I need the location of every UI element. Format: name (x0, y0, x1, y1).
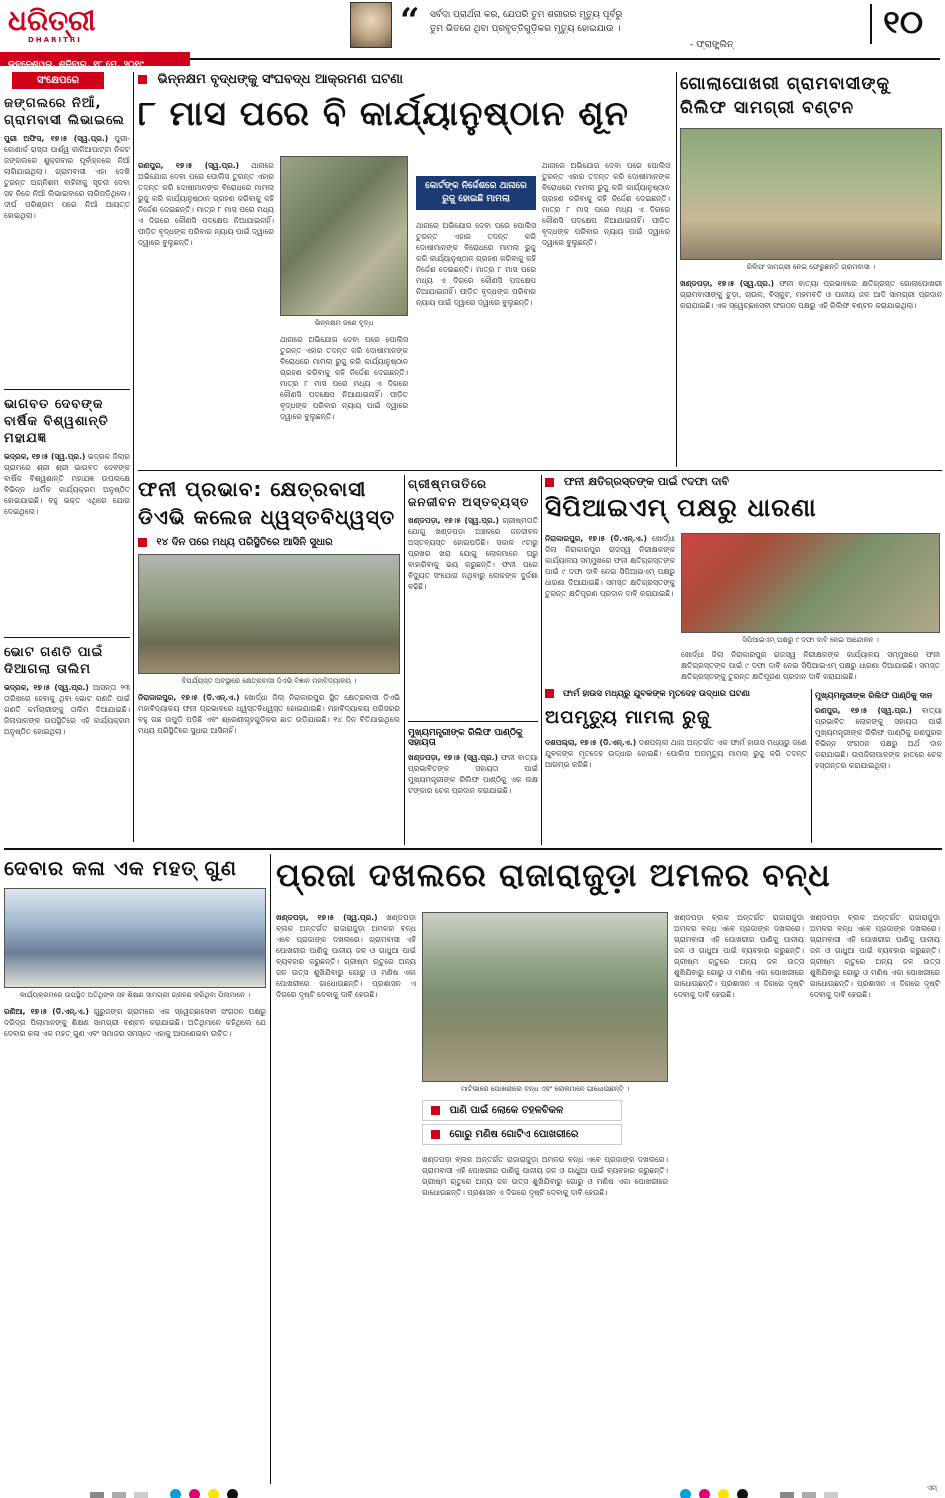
registration-marks-left (90, 1486, 151, 1498)
brief-divider-2 (4, 637, 130, 638)
quote-text-line2: ତୁମ ଭିତରେ ଥିବା ପ୍ରବୃତ୍ତିଗୁଡ଼ିକର ମୃତ୍ୟୁ ହୋଇଯାଉ । (430, 24, 621, 34)
page-number: ୧୦ (883, 3, 923, 41)
story4-sub-dateline: ଖଣ୍ଡପଡ଼ା, ୧୭।୫ (ସ୍ୱ.ପ୍ର.) (408, 753, 498, 762)
story1 (138, 72, 672, 467)
story7-box1-text: ପାଣି ପାଇଁ ଲୋକେ ତହଳବିକଳ (449, 1105, 564, 1116)
story1-kicker-row (138, 72, 672, 87)
story2-column-rule (676, 72, 677, 467)
gray-swatch-4 (780, 1492, 794, 1498)
story3-photo (138, 554, 400, 674)
story5-kicker: ଫନୀ କ୍ଷତିଗ୍ରସ୍ତଙ୍କ ପାଇଁ ୯ଦଫା ଦାବି (563, 475, 730, 488)
story5-sub-kicker: ଫାର୍ମ ହାଉସ ମଧ୍ୟରୁ ଯୁବକଙ୍କ ମୃତଦେହ ଉଦ୍ଧାର ଘଟଣା (562, 689, 750, 699)
story5-photo-caption: ସିପିଆଇଏମ୍ ପକ୍ଷରୁ ୯ ଦଫା ଦାବି ନେଇ ଆନ୍ଦୋଳନ । (742, 636, 879, 644)
story5-text: ଖୋର୍ଦ୍ଧା ଜିଲା ନିରାକାରପୁର ରାଜସ୍ୱ ନିରୀକ୍ଷକଙ୍କ କାର୍ଯ୍ୟାଳୟ ସମ୍ମୁଖରେ ଫନୀ କ୍ଷତିଗ୍ରସ୍ତଙ୍କ ପାଇଁ ୯ ଦଫା ଦାବି ନେଇ ସିପିଆଇଏମ୍ ପକ୍ଷରୁ ଧାରଣା ଦିଆଯାଇଛି। ସମସ୍ତ କ୍ଷତିଗ୍ରସ୍ତଙ୍କୁ ତୁରନ୍ତ କ୍ଷତିପୂରଣ ପ୍ରଦାନ ଦାବି କରାଯାଇଛି। (545, 534, 675, 598)
brief-item3-dateline: ଭଦ୍ରକ, ୧୭।୫ (ସ୍ୱ.ପ୍ର.) (4, 683, 89, 692)
row1-divider (138, 470, 942, 471)
story7-text-cont3: ଖଣ୍ଡପଡ଼ା ବ୍ଲକ ଅନ୍ତର୍ଗତ ରାଜାରାଜୁଡ଼ା ଅମଳର ବନ୍ଧ ଏବେ ପ୍ରଜାଙ୍କ ଦଖଲରେ। ଗ୍ରାମବାସୀ ଏହି ପୋଖରୀର ପାଣିକୁ ପାନୀୟ ଜଳ ଓ ଗାଧୁଆ ପାଇଁ ବ୍ୟବହାର କରୁଛନ୍ତି। ଗ୍ରୀଷ୍ମ ଋତୁରେ ଅନ୍ୟ ଜଳ ଉତ୍ସ ଶୁଖିଯିବାରୁ ଗୋରୁ ଓ ମଣିଷ ଏକା ପୋଖରୀରେ ଗାଧୋଉଛନ୍ତି। ପ୍ରଶାସନ ଏ ଦିଗରେ ଦୃଷ୍ଟି ଦେବାକୁ ଦାବି ହେଉଛି। (810, 913, 940, 999)
story7-text-cont2: ଖଣ୍ଡପଡ଼ା ବ୍ଲକ ଅନ୍ତର୍ଗତ ରାଜାରାଜୁଡ଼ା ଅମଳର ବନ୍ଧ ଏବେ ପ୍ରଜାଙ୍କ ଦଖଲରେ। ଗ୍ରାମବାସୀ ଏହି ପୋଖରୀର ପାଣିକୁ ପାନୀୟ ଜଳ ଓ ଗାଧୁଆ ପାଇଁ ବ୍ୟବହାର କରୁଛନ୍ତି। ଗ୍ରୀଷ୍ମ ଋତୁରେ ଅନ୍ୟ ଜଳ ଉତ୍ସ ଶୁଖିଯିବାରୁ ଗୋରୁ ଓ ମଣିଷ ଏକା ପୋଖରୀରେ ଗାଧୋଉଛନ୍ତି। ପ୍ରଶାସନ ଏ ଦିଗରେ ଦୃଷ୍ଟି ଦେବାକୁ ଦାବି ହେଉଛି। (674, 913, 804, 999)
story2-text: ଫନୀ ବାତ୍ୟା ପ୍ରଭାବରେ କ୍ଷତିଗ୍ରସ୍ତ ଗୋଲାପୋଖରୀ ଗ୍ରାମବାସୀଙ୍କୁ ଚୁଡ଼ା, ଚାଉଳ, ବିସ୍କୁଟ, ମହମବତି ଓ ପାନୀୟ ଜଳ ଆଦି ସାମଗ୍ରୀ ପ୍ରଦାନ କରାଯାଇଛି। ଏକ ସ୍ୱେଚ୍ଛାସେବୀ ସଂଗଠନ ପକ୍ଷରୁ ଏହି ରିଲିଫ ବଣ୍ଟନ କରାଯାଇଥିଲା। (680, 279, 942, 310)
story4-sub-text: ଫନୀ ବାତ୍ୟା ପ୍ରଭାବିତଙ୍କ ସହାୟତା ପାଇଁ ମୁଖ୍ୟମନ୍ତ୍ରୀଙ୍କ ରିଲିଫ ପାଣ୍ଠିକୁ ଏକ ଲକ୍ଷ ଟଙ୍କାର ଚେକ ପ୍ରଦାନ କରାଯାଇଛି। (408, 753, 538, 795)
story5-sub-dateline: ଦଶପଲ୍ଲା, ୧୭।୫ (ଡି.ଏନ୍.ଏ.) (545, 738, 637, 747)
story2 (680, 72, 942, 467)
cyan-dot (170, 1489, 181, 1498)
brief-label: ସଂକ୍ଷେପରେ (12, 72, 104, 89)
story3-bullet-icon (138, 538, 147, 547)
story5-bullet-icon (545, 478, 554, 487)
masthead-logo (8, 6, 98, 46)
page-number-divider (870, 4, 872, 44)
story5-sub-body (545, 737, 807, 841)
quote-portrait (350, 2, 392, 48)
story1-text-cont2: ଥାନାରେ ଅଭିଯୋଗ ଦେବା ପରେ ପୋଲିସ ତୁରନ୍ତ ଏହାର ତଦନ୍ତ କରି ଦୋଷୀମାନଙ୍କ ବିରୋଧରେ ମାମଲା ରୁଜୁ କରି କାର୍ଯ୍ୟାନୁଷ୍ଠାନ ଗ୍ରହଣ କରିବାକୁ କହି ନିର୍ଦ୍ଦେଶ ଦେଇଛନ୍ତି। ମାତ୍ର ୮ ମାସ ପରେ ମଧ୍ୟ ଏ ଦିଗରେ କୌଣସି ପଦକ୍ଷେପ ନିଆଯାଇନାହିଁ। ପୀଡ଼ିତ ବୃଦ୍ଧଙ୍କ ପରିବାର ନ୍ୟାୟ ପାଇଁ ଦ୍ୱାରେ ଦ୍ୱାରେ ବୁଲୁଛନ୍ତି। (416, 221, 536, 307)
story1-text: ଥାନାରେ ଅଭିଯୋଗ ଦେବା ପରେ ପୋଲିସ ତୁରନ୍ତ ଏହାର ତଦନ୍ତ କରି ଦୋଷୀମାନଙ୍କ ବିରୋଧରେ ମାମଲା ରୁଜୁ କରି କାର୍ଯ୍ୟାନୁଷ୍ଠାନ ଗ୍ରହଣ କରିବାକୁ କହି ନିର୍ଦ୍ଦେଶ ଦେଇଛନ୍ତି। ମାତ୍ର ୮ ମାସ ପରେ ମଧ୍ୟ ଏ ଦିଗରେ କୌଣସି ପଦକ୍ଷେପ ନିଆଯାଇନାହିଁ। ପୀଡ଼ିତ ବୃଦ୍ଧଙ୍କ ପରିବାର ନ୍ୟାୟ ପାଇଁ ଦ୍ୱାରେ ଦ୍ୱାରେ ବୁଲୁଛନ୍ତି। (138, 161, 274, 247)
story2-photo (680, 128, 942, 260)
registration-marks-center-left (170, 1485, 241, 1498)
story7-photo-caption: ମାଟିଭାରେ ପୋଖରୀରେ ବନ୍ଧ ଏବଂ ଲୋକମାନେ ଗାଧୋଉଛନ୍ତି । (460, 1085, 630, 1093)
gray-swatch-2 (112, 1492, 126, 1498)
story2-dateline: ଖଣ୍ଡପଡ଼ା, ୧୭।୫ (ସ୍ୱ.ପ୍ର.) (680, 279, 775, 288)
story1-headline: ୮ ମାସ ପରେ ବି କାର୍ଯ୍ୟାନୁଷ୍ଠାନ ଶୂନ (138, 94, 629, 134)
story7-box1 (422, 1100, 622, 1121)
footer-code: ଏମ୍ (926, 1484, 937, 1492)
story7-photo (422, 912, 668, 1082)
story7-col4 (810, 912, 940, 1472)
story6-headline: ଦେବାର କଳା ଏକ ମହତ୍ ଗୁଣ (4, 856, 237, 880)
story5-side-body (815, 705, 942, 841)
story4 (408, 475, 538, 845)
story3 (138, 475, 400, 845)
story7 (276, 854, 942, 1484)
story2-headline: ଗୋଲାପୋଖରୀ ଗ୍ରାମବାସୀଙ୍କୁ ରିଲିଫ ସାମଗ୍ରୀ ବଣ୍ଟନ (680, 74, 891, 118)
story7-text-cont: ଖଣ୍ଡପଡ଼ା ବ୍ଲକ ଅନ୍ତର୍ଗତ ରାଜାରାଜୁଡ଼ା ଅମଳର ବନ୍ଧ ଏବେ ପ୍ରଜାଙ୍କ ଦଖଲରେ। ଗ୍ରାମବାସୀ ଏହି ପୋଖରୀର ପାଣିକୁ ପାନୀୟ ଜଳ ଓ ଗାଧୁଆ ପାଇଁ ବ୍ୟବହାର କରୁଛନ୍ତି। ଗ୍ରୀଷ୍ମ ଋତୁରେ ଅନ୍ୟ ଜଳ ଉତ୍ସ ଶୁଖିଯିବାରୁ ଗୋରୁ ଓ ମଣିଷ ଏକା ପୋଖରୀରେ ଗାଧୋଉଛନ୍ତି। ପ୍ରଶାସନ ଏ ଦିଗରେ ଦୃଷ୍ଟି ଦେବାକୁ ଦାବି ହେଉଛି। (422, 1155, 668, 1197)
story6-photo-caption: କାର୍ଯ୍ୟକ୍ରମରେ ଉପସ୍ଥିତ ଅତିଥିଙ୍କ ସହ ଶିକ୍ଷଣ ସାମଗ୍ରୀ ଗ୍ରହଣ କରିଥିବା ପିଲାମାନେ । (19, 991, 251, 999)
story6-text: ଗୁରୁଜଙ୍ଗ ଗ୍ରାମରେ ଏକ ସ୍ୱେଚ୍ଛାସେବୀ ସଂଗଠନ ପକ୍ଷରୁ ଦରିଦ୍ର ପିଲାମାନଙ୍କୁ ଶିକ୍ଷଣ ସାମଗ୍ରୀ ବଣ୍ଟନ କରାଯାଇଛି। ଅତିଥିମାନେ କହିଥିଲେ ଯେ ଦେବାର କଳା ଏକ ମହତ୍ ଗୁଣ ଏବଂ ସମାଜର ସମସ୍ତେ ଏହାକୁ ଆପଣେଇବା ଉଚିତ। (4, 1007, 266, 1038)
story7-col1 (276, 912, 416, 1472)
story5 (545, 475, 942, 845)
date-bar (0, 52, 190, 70)
story5-side-dateline: ରଣପୁର, ୧୭।୫ (ସ୍ୱ.ପ୍ର.) (815, 706, 912, 715)
brief-item2-title: ଭାଗବତ ଦେବଙ୍କ ବାର୍ଷିକ ବିଶ୍ୱଶାନ୍ତି ମହାଯଜ୍ଞ (4, 397, 109, 446)
story3-body (138, 692, 400, 842)
story3-column-rule (404, 475, 405, 845)
story7-headline: ପ୍ରଜା ଦଖଲରେ ରାଜାରାଜୁଡ଼ା ଅମଳର ବନ୍ଧ (276, 856, 831, 894)
registration-marks-center-right (680, 1485, 751, 1498)
brief-item3-text: ଆସନ୍ତା ୨୩ ତାରିଖରେ ହେବାକୁ ଥିବା ଭୋଟ ଗଣତି ପାଇଁ ଗଣତି କର୍ମଚାରୀଙ୍କୁ ତାଲିମ ଦିଆଯାଇଛି। ଜିଲାପାଳଙ୍କ ଉପସ୍ଥିତିରେ ଏହି କାର୍ଯ୍ୟକ୍ରମ ଅନୁଷ୍ଠିତ ହୋଇଥିଲା। (4, 683, 130, 736)
story1-text-cont3: ଥାନାରେ ଅଭିଯୋଗ ଦେବା ପରେ ପୋଲିସ ତୁରନ୍ତ ଏହାର ତଦନ୍ତ କରି ଦୋଷୀମାନଙ୍କ ବିରୋଧରେ ମାମଲା ରୁଜୁ କରି କାର୍ଯ୍ୟାନୁଷ୍ଠାନ ଗ୍ରହଣ କରିବାକୁ କହି ନିର୍ଦ୍ଦେଶ ଦେଇଛନ୍ତି। ମାତ୍ର ୮ ମାସ ପରେ ମଧ୍ୟ ଏ ଦିଗରେ କୌଣସି ପଦକ୍ଷେପ ନିଆଯାଇନାହିଁ। ପୀଡ଼ିତ ବୃଦ୍ଧଙ୍କ ପରିବାର ନ୍ୟାୟ ପାଇଁ ଦ୍ୱାରେ ଦ୍ୱାରେ ବୁଲୁଛନ୍ତି। (542, 161, 670, 247)
story4-column-rule (541, 475, 542, 845)
brief-item2-body (4, 451, 130, 631)
story5-photo (681, 533, 940, 633)
story7-box2 (422, 1124, 622, 1145)
story1-col4 (542, 160, 670, 460)
story1-col1 (138, 160, 274, 460)
quote-author: - ଫ୍ରାଙ୍କ୍ଲିନ୍ (690, 40, 734, 50)
yellow-dot-2 (718, 1489, 729, 1498)
story1-col2 (280, 334, 408, 460)
story3-subhead-row (138, 537, 400, 548)
registration-marks-right (780, 1486, 841, 1498)
story7-text: ଖଣ୍ଡପଡ଼ା ବ୍ଲକ ଅନ୍ତର୍ଗତ ରାଜାରାଜୁଡ଼ା ଅମଳର ବନ୍ଧ ଏବେ ପ୍ରଜାଙ୍କ ଦଖଲରେ। ଗ୍ରାମବାସୀ ଏହି ପୋଖରୀର ପାଣିକୁ ପାନୀୟ ଜଳ ଓ ଗାଧୁଆ ପାଇଁ ବ୍ୟବହାର କରୁଛନ୍ତି। ଗ୍ରୀଷ୍ମ ଋତୁରେ ଅନ୍ୟ ଜଳ ଉତ୍ସ ଶୁଖିଯିବାରୁ ଗୋରୁ ଓ ମଣିଷ ଏକା ପୋଖରୀରେ ଗାଧୋଉଛନ୍ତି। ପ୍ରଶାସନ ଏ ଦିଗରେ ଦୃଷ୍ଟି ଦେବାକୁ ଦାବି ହେଉଛି। (276, 913, 416, 999)
brief-item2-dateline: ଭଦ୍ରକ, ୧୭।୫ (ସ୍ୱ.ପ୍ର.) (4, 452, 86, 461)
gray-swatch-6 (824, 1492, 838, 1498)
brief-divider-1 (4, 389, 130, 390)
brief-item3-body (4, 682, 130, 882)
story5-sub-headline: ଅପମୃତ୍ୟୁ ମାମଲା ରୁଜୁ (545, 707, 711, 728)
gray-swatch-3 (134, 1492, 148, 1498)
brief-item1-body (4, 133, 130, 383)
story5-sub-kicker-row (545, 689, 807, 699)
story4-dateline: ଖଣ୍ଡପଡ଼ା, ୧୭।୫ (ସ୍ୱ.ପ୍ର.) (408, 516, 499, 525)
cyan-dot-2 (680, 1489, 691, 1498)
story1-text-cont: ଥାନାରେ ଅଭିଯୋଗ ଦେବା ପରେ ପୋଲିସ ତୁରନ୍ତ ଏହାର ତଦନ୍ତ କରି ଦୋଷୀମାନଙ୍କ ବିରୋଧରେ ମାମଲା ରୁଜୁ କରି କାର୍ଯ୍ୟାନୁଷ୍ଠାନ ଗ୍ରହଣ କରିବାକୁ କହି ନିର୍ଦ୍ଦେଶ ଦେଇଛନ୍ତି। ମାତ୍ର ୮ ମାସ ପରେ ମଧ୍ୟ ଏ ଦିଗରେ କୌଣସି ପଦକ୍ଷେପ ନିଆଯାଇନାହିଁ। ପୀଡ଼ିତ ବୃଦ୍ଧଙ୍କ ପରିବାର ନ୍ୟାୟ ପାଇଁ ଦ୍ୱାରେ ଦ୍ୱାରେ ବୁଲୁଛନ୍ତି। (280, 335, 408, 421)
city-date: ଭୁବନେଶ୍ୱର, ଶନିବାର, ୧୮ ମେ, ୨୦୧୯ (8, 60, 144, 70)
masthead (0, 0, 945, 70)
row2-divider (4, 848, 942, 850)
masthead-underline (190, 58, 940, 60)
story5-col2 (681, 649, 940, 689)
story4-text: ଗ୍ରୀଷ୍ମତାତି ଯୋଗୁ ଖଣ୍ଡପଡ଼ା ଅଞ୍ଚଳରେ ଜନଜୀବନ ଅସ୍ତବ୍ୟସ୍ତ ହୋଇପଡ଼ିଛି। ସକାଳ ୯ଟାରୁ ପ୍ରଖର ଖରା ଯୋଗୁ ଲୋକମାନେ ଘରୁ ବାହାରିବାକୁ ଭୟ କରୁଛନ୍ତି। ଫନୀ ପରେ ବିଦ୍ୟୁତ ସଂଯୋଗ ନଥିବାରୁ ଲୋକଙ୍କ ଦୁର୍ଦ୍ଦଶା ବଢ଼ିଛି। (408, 516, 538, 591)
brief-item3-title: ଭୋଟ ଗଣତି ପାଇଁ ଦିଆଗଲା ତାଲିମ (4, 645, 104, 677)
brief-item1-title: ଜଙ୍ଗଲରେ ନିଆଁ, ଗ୍ରାମବାସୀ ଲିଭାଇଲେ (4, 96, 125, 128)
gray-swatch-5 (802, 1492, 816, 1498)
story1-dateline: ରଣପୁର, ୧୭।୫ (ସ୍ୱ.ପ୍ର.) (138, 161, 240, 170)
black-dot-2 (737, 1489, 748, 1498)
story4-body (408, 515, 538, 715)
logo-subtitle: DHARITRI (28, 36, 82, 44)
logo-text: ଧରିତ୍ରୀ (8, 4, 96, 37)
magenta-dot-2 (699, 1489, 710, 1498)
story3-headline: ଫନୀ ପ୍ରଭାବ: କ୍ଷେତ୍ରବାସୀ ଡିଏଭି କଲେଜ ଧ୍ୱସ୍ତବିଧ୍ୱସ୍ତ (138, 477, 396, 529)
story4-divider (408, 721, 538, 722)
story5-sub-bullet-icon (545, 689, 554, 698)
story3-dateline: ନିରାକାରପୁର, ୧୭।୫ (ଡି.ଏନ୍.ଏ.) (138, 693, 240, 702)
brief-item2-text: ଭଦ୍ରକ ଜିଲାର ଗ୍ରାମରେ ଶ୍ରୀ ଶ୍ରୀ ଭାଗବତ ଦେବଙ୍କ ବାର୍ଷିକ ବିଶ୍ୱଶାନ୍ତି ମହାଯଜ୍ଞ ଉପଲକ୍ଷେ ବିଭିନ୍ନ ଧାର୍ମିକ କାର୍ଯ୍ୟକ୍ରମ ଅନୁଷ୍ଠିତ ହୋଇଯାଇଛି। ବହୁ ଭକ୍ତ ଏଥିରେ ଯୋଗ ଦେଇଥିଲେ। (4, 452, 130, 516)
brief-item1-text: ପୁରୀ-କୋଣାର୍କ ରାସ୍ତା ପାର୍ଶ୍ୱ କାଳିଆପାଟ୍ଟା ନିକଟ ଜଙ୍ଗଲରେ ଶୁକ୍ରବାର ପୂର୍ବାହ୍ନରେ ନିଆଁ ଲାଗିଯାଇଥିଲା। ଗ୍ରାମବାସୀ ଏହା ଦେଖି ତୁରନ୍ତ ଅଗ୍ନିଶମ ବାହିନୀକୁ ସୂଚନା ଦେବା ସହ ନିଜେ ନିଆଁ ଲିଭାଇବାରେ ଲାଗିପଡ଼ିଥିଲେ। ଦୀର୍ଘ ପରିଶ୍ରମ ପରେ ନିଆଁ ଆୟତ୍ତ ହୋଇଥିଲା। (4, 134, 130, 220)
story1-col3 (416, 220, 536, 460)
story7-box2-text: ଗୋରୁ ମଣିଷ ଗୋଟିଏ ପୋଖରୀରେ (449, 1129, 579, 1140)
story5-sub-text: ଦଶପଲ୍ଲା ଥାନା ଅନ୍ତର୍ଗତ ଏକ ଫାର୍ମ ହାଉସ ମଧ୍ୟରୁ ଜଣେ ଯୁବକଙ୍କ ମୃତଦେହ ଉଦ୍ଧାର ହୋଇଛି। ପୋଲିସ ଅପମୃତ୍ୟୁ ମାମଲା ରୁଜୁ କରି ତଦନ୍ତ ଆରମ୍ଭ କରିଛି। (545, 738, 807, 769)
black-dot (227, 1489, 238, 1498)
quote-text-line1: ସର୍ବଦା ପ୍ରାର୍ଥନା କର, ଯେପରି ତୁମ ଶରୀରର ମୃତ୍ୟୁ ପୂର୍ବରୁ (430, 10, 623, 20)
story6-column-rule (270, 854, 271, 1484)
story2-photo-caption: ରିଲିଫ ସାମଗ୍ରୀ ନେଇ ଫେରୁଛନ୍ତି ଗ୍ରାମବାସୀ । (746, 263, 876, 271)
story3-text: ଖୋର୍ଦ୍ଧା ଜିଲା ନିରାକାରପୁର ସ୍ଥିତ କ୍ଷେତ୍ରବାସୀ ଡିଏଭି ମହାବିଦ୍ୟାଳୟ ଫନୀ ପ୍ରଭାବରେ ଧ୍ୱସ୍ତବିଧ୍ୱସ୍ତ ହୋଇଯାଇଛି। ମହାବିଦ୍ୟାଳୟ ପରିସରର ବହୁ ଗଛ ଉପୁଡ଼ି ପଡ଼ିଛି ଏବଂ ଶ୍ରେଣୀଗୃହଗୁଡ଼ିକର ଛାତ ଉଡ଼ିଯାଇଛି। ୧୪ ଦିନ ବିତିଯାଇଥିଲେ ମଧ୍ୟ ପରିସ୍ଥିତିରେ ସୁଧାର ଆସିନାହିଁ। (138, 693, 400, 735)
story5-side-headline: ମୁଖ୍ୟମନ୍ତ୍ରୀଙ୍କ ରିଲିଫ ପାଣ୍ଠିକୁ ଦାନ (815, 691, 933, 700)
story5-kicker-row (545, 475, 942, 489)
story5-side-text: ବାତ୍ୟା ପ୍ରଭାବିତ ଲୋକଙ୍କୁ ସହାୟତା ପାଇଁ ମୁଖ୍ୟମନ୍ତ୍ରୀଙ୍କ ରିଲିଫ ପାଣ୍ଠିକୁ ରଣପୁରର ବିଭିନ୍ନ ସଂଗଠନ ପକ୍ଷରୁ ଅର୍ଥ ଦାନ କରାଯାଇଛି। ଉପଜିଲାପାଳଙ୍କ ହାତରେ ଚେକ ହସ୍ତାନ୍ତର କରାଯାଇଥିଲା। (815, 706, 942, 770)
story4-sub-headline: ମୁଖ୍ୟମନ୍ତ୍ରୀଙ୍କ ରିଲିଫ ପାଣ୍ଠିକୁ ସହାୟତା (408, 728, 523, 748)
story7-col3 (674, 912, 804, 1472)
story5-headline: ସିପିଆଇଏମ୍ ପକ୍ଷରୁ ଧାରଣା (545, 493, 817, 522)
story7-box1-bullet-icon (431, 1106, 440, 1115)
story3-photo-caption: ବିପର୍ଯ୍ୟସ୍ତ ଅବସ୍ଥାରେ କ୍ଷେତ୍ରବାସୀ ଡିଏଭି ବିଜ୍ଞାନ ମହାବିଦ୍ୟାଳୟ । (181, 677, 357, 685)
story7-col2 (422, 1154, 668, 1472)
story5-side-rule (811, 689, 812, 843)
gray-swatch-1 (90, 1492, 104, 1498)
magenta-dot (189, 1489, 200, 1498)
story5-text-cont: ଖୋର୍ଦ୍ଧା ଜିଲା ନିରାକାରପୁର ରାଜସ୍ୱ ନିରୀକ୍ଷକଙ୍କ କାର୍ଯ୍ୟାଳୟ ସମ୍ମୁଖରେ ଫନୀ କ୍ଷତିଗ୍ରସ୍ତଙ୍କ ପାଇଁ ୯ ଦଫା ଦାବି ନେଇ ସିପିଆଇଏମ୍ ପକ୍ଷରୁ ଧାରଣା ଦିଆଯାଇଛି। ସମସ୍ତ କ୍ଷତିଗ୍ରସ୍ତଙ୍କୁ ତୁରନ୍ତ କ୍ଷତିପୂରଣ ପ୍ରଦାନ ଦାବି କରାଯାଇଛି। (681, 650, 940, 681)
story6-dateline: ରଣିଆ, ୧୭।୫ (ଡି.ଏନ୍.ଏ.) (4, 1007, 89, 1016)
story6-photo (4, 888, 266, 988)
story6 (4, 854, 266, 1484)
brief-item1-dateline: ପୁରୀ ଅଫିସ, ୧୭।୫ (ସ୍ୱ.ପ୍ର.) (4, 134, 109, 143)
story7-dateline: ଖଣ୍ଡପଡ଼ା, ୧୭।୫ (ସ୍ୱ.ପ୍ର.) (276, 913, 378, 922)
story2-body (680, 278, 942, 438)
story1-bullet-icon (138, 75, 147, 84)
yellow-dot (208, 1489, 219, 1498)
brief-column-rule (133, 72, 134, 842)
story1-photo (280, 156, 408, 316)
story4-headline: ଗ୍ରୀଷ୍ମତାତିରେ ଜନଜୀବନ ଅସ୍ତବ୍ୟସ୍ତ (408, 477, 530, 509)
story6-body (4, 1006, 266, 1426)
story1-callout: କୋର୍ଟଙ୍କ ନିର୍ଦ୍ଦେଶରେ ଥାନାରେ ରୁଜୁ ହୋଇଛି ମାମଲା (416, 176, 536, 210)
story5-col1 (545, 533, 675, 688)
story1-photo-caption: ଭିନ୍ନକ୍ଷମ ଜଣେ ବୃଦ୍ଧ (314, 319, 374, 327)
story1-kicker: ଭିନ୍ନକ୍ଷମ ବୃଦ୍ଧଙ୍କୁ ସଂଘବଦ୍ଧ ଆକ୍ରମଣ ଘଟଣା (157, 72, 403, 87)
brief-column (4, 72, 130, 842)
quote-mark-icon: “ (400, 1, 420, 41)
story3-subhead: ୧୪ ଦିନ ପରେ ମଧ୍ୟ ପରିସ୍ଥିତିରେ ଆସିନି ସୁଧାର (156, 537, 333, 548)
story7-box2-bullet-icon (431, 1130, 440, 1139)
story5-dateline: ନିରାକାରପୁର, ୧୭।୫ (ଡି.ଏନ୍.ଏ.) (545, 534, 647, 543)
